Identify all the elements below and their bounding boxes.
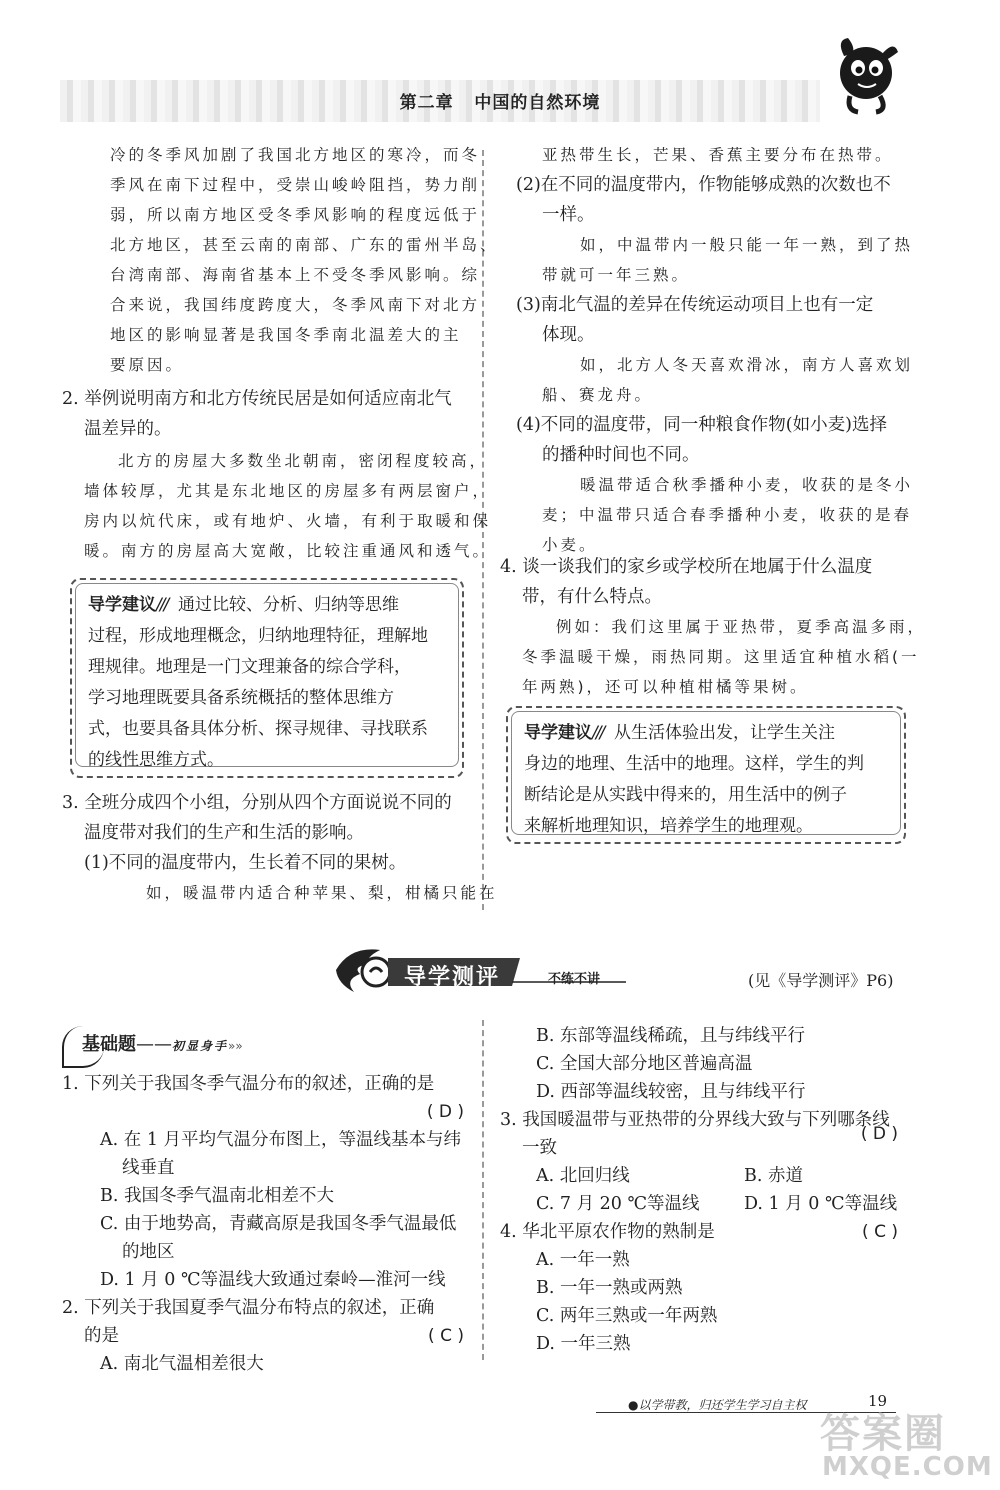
answer-line: 冬季温暖干燥，雨热同期。这里适宜种植水稻(一 (522, 648, 920, 666)
answer-line: 亚热带生长，芒果、香蕉主要分布在热带。 (542, 146, 894, 164)
answer-line: 年两熟)，还可以种植柑橘等果树。 (522, 678, 809, 696)
footer-slogan: ●以学带教，归还学生学习自主权 (628, 1398, 807, 1412)
question-line: 带，有什么特点。 (522, 587, 662, 607)
page-number: 19 (868, 1392, 888, 1410)
answer-line: 如，暖温带内适合种苹果、梨，柑橘只能在 (146, 884, 498, 902)
q2-answer-mark: ( C ) (428, 1326, 464, 1346)
option: D. 1 月 0 ℃等温线大致通过秦岭—淮河一线 (100, 1270, 446, 1290)
question-line: 温度带对我们的生产和生活的影响。 (84, 823, 364, 843)
answer-line: 墙体较厚，尤其是东北地区的房屋多有两层窗户， (84, 482, 492, 500)
watermark-url: MXQE.COM (822, 1452, 993, 1482)
q3-stem: 3. 我国暖温带与亚热带的分界线大致与下列哪条线 (500, 1110, 890, 1130)
q3-stem-cont: 一致 (522, 1138, 557, 1158)
guide-tip-box (70, 578, 464, 778)
answer-line: 如，北方人冬天喜欢滑冰，南方人喜欢划 (580, 356, 914, 374)
sub-question: (3)南北气温的差异在传统运动项目上也有一定 (516, 295, 874, 315)
test-reference: (见《导学测评》P6) (748, 971, 894, 990)
sub-question: (1)不同的温度带内，生长着不同的果树。 (84, 853, 407, 873)
tip-slashes: /// (592, 723, 604, 743)
answer-line: 如，中温带内一般只能一年一熟，到了热 (580, 236, 914, 254)
mcq-right (500, 1022, 910, 1358)
sub-question: (2)在不同的温度带内，作物能够成熟的次数也不 (516, 175, 891, 195)
q3-answer-mark: ( D ) (860, 1124, 898, 1144)
question-line: 4. 谈一谈我们的家乡或学校所在地属于什么温度 (500, 557, 873, 577)
tip-line: 身边的地理、生活中的地理。这样，学生的判 (524, 754, 864, 774)
option: C. 由于地势高，青藏高原是我国冬季气温最低 (100, 1214, 457, 1234)
right-column (516, 140, 913, 560)
tip-line: 通过比较、分析、归纳等思维 (178, 595, 399, 615)
question-line: 3. 全班分成四个小组，分别从四个方面说说不同的 (62, 793, 452, 813)
q1-answer (110, 140, 499, 380)
q3-question (62, 788, 498, 908)
answer-line: 麦；中温带只适合春季播种小麦，收获的是春 (542, 506, 913, 524)
option: B. 一年一熟或两熟 (536, 1278, 683, 1298)
basic-title-dash: —— (136, 1034, 172, 1055)
chapter-title: 中国的自然环境 (474, 93, 601, 113)
tip-line: 过程，形成地理概念，归纳地理特征，理解地 (88, 626, 428, 646)
tip-slashes: /// (156, 595, 168, 615)
answer-line: 台湾南部、海南省基本上不受冬季风影响。综 (110, 266, 481, 284)
mascot-icon (828, 18, 908, 118)
chapter-number: 第二章 (399, 93, 454, 113)
option: D. 西部等温线较密，且与纬线平行 (536, 1082, 806, 1102)
q2-stem-cont: 的是 (84, 1326, 119, 1346)
tip-line: 来解析地理知识，培养学生的地理观。 (524, 816, 813, 836)
answer-line: 船、赛龙舟。 (542, 386, 654, 404)
sub-question: 的播种时间也不同。 (542, 445, 700, 465)
q2-stem: 2. 下列关于我国夏季气温分布特点的叙述，正确 (62, 1298, 435, 1318)
sub-question: 一样。 (542, 205, 595, 225)
option: A. 一年一熟 (536, 1250, 630, 1270)
answer-line: 要原因。 (110, 356, 185, 374)
option: A. 南北气温相差很大 (100, 1354, 264, 1374)
test-banner-subtitle: 不练不讲 (548, 972, 601, 987)
option: B. 东部等温线稀疏，且与纬线平行 (536, 1026, 805, 1046)
answer-line: 带就可一年三熟。 (542, 266, 691, 284)
answer-line: 小麦。 (542, 536, 598, 554)
option: D. 一年三熟 (536, 1334, 631, 1354)
option: C. 7 月 20 ℃等温线 (536, 1194, 700, 1214)
tip-tag: 导学建议 (88, 595, 156, 615)
option: C. 全国大部分地区普遍高温 (536, 1054, 753, 1074)
q4-stem: 4. 华北平原农作物的熟制是 (500, 1222, 715, 1242)
basic-subtitle: 初显身手 (172, 1039, 229, 1053)
tip-line: 式，也要具备具体分析、探寻规律、寻找联系 (88, 719, 428, 739)
option: D. 1 月 0 ℃等温线 (744, 1194, 898, 1214)
answer-line: 例如：我们这里属于亚热带，夏季高温多雨， (556, 618, 927, 636)
basic-title (82, 1030, 243, 1056)
tip-line: 的线性思维方式。 (88, 750, 224, 770)
option: B. 我国冬季气温南北相差不大 (100, 1186, 334, 1206)
option: B. 赤道 (744, 1166, 803, 1186)
q4-question (500, 552, 926, 702)
answer-line: 房内以炕代床，或有地炉、火墙，有利于取暖和保 (84, 512, 492, 530)
answer-line: 冷的冬季风加剧了我国北方地区的寒冷，而冬 (110, 146, 481, 164)
tip-line: 学习地理既要具备系统概括的整体思维方 (88, 688, 394, 708)
option: A. 在 1 月平均气温分布图上，等温线基本与纬 (100, 1130, 462, 1150)
option-cont: 线垂直 (122, 1158, 175, 1178)
question-line: 温差异的。 (84, 419, 172, 439)
answer-line: 地区的影响显著是我国冬季南北温差大的主 (110, 326, 462, 344)
answer-line: 暖温带适合秋季播种小麦，收获的是冬小 (580, 476, 914, 494)
answer-line: 弱，所以南方地区受冬季风影响的程度远低于 (110, 206, 481, 224)
q4-answer-mark: ( C ) (862, 1222, 898, 1242)
tip-line: 从生活体验出发，让学生关注 (614, 723, 835, 743)
test-banner-title: 导学测评 (404, 965, 501, 990)
guide-tip-box (506, 706, 906, 844)
question-line: 2. 举例说明南方和北方传统民居是如何适应南北气 (62, 389, 452, 409)
option: C. 两年三熟或一年两熟 (536, 1306, 718, 1326)
column-divider (482, 1020, 484, 1360)
tip-line: 理规律。地理是一门文理兼备的综合学科， (88, 657, 411, 677)
tip-tag: 导学建议 (524, 723, 592, 743)
sub-question: 体现。 (542, 325, 595, 345)
watermark-logo: 答案圈 (820, 1411, 946, 1457)
answer-line: 暖。南方的房屋高大宽敞，比较注重通风和透气。 (84, 542, 492, 560)
answer-line: 季风在南下过程中，受崇山峻岭阻挡，势力削 (110, 176, 481, 194)
option-cont: 的地区 (122, 1242, 175, 1262)
q2-answer (84, 446, 491, 566)
sub-question: (4)不同的温度带，同一种粮食作物(如小麦)选择 (516, 415, 887, 435)
answer-line: 合来说，我国纬度跨度大，冬季风南下对北方 (110, 296, 481, 314)
answer-line: 北方的房屋大多数坐北朝南，密闭程度较高， (118, 452, 489, 470)
answer-line: 北方地区，甚至云南的南部、广东的雷州半岛、 (110, 236, 499, 254)
basic-arrows: »» (228, 1039, 243, 1053)
mcq-left (62, 1070, 472, 1378)
option: A. 北回归线 (536, 1166, 630, 1186)
tip-line: 断结论是从实践中得来的，用生活中的例子 (524, 785, 847, 805)
q2-question (62, 384, 452, 444)
q1-stem: 1. 下列关于我国冬季气温分布的叙述，正确的是 (62, 1074, 435, 1094)
basic-title-text: 基础题 (82, 1034, 136, 1055)
q1-answer-mark: ( D ) (426, 1102, 464, 1122)
